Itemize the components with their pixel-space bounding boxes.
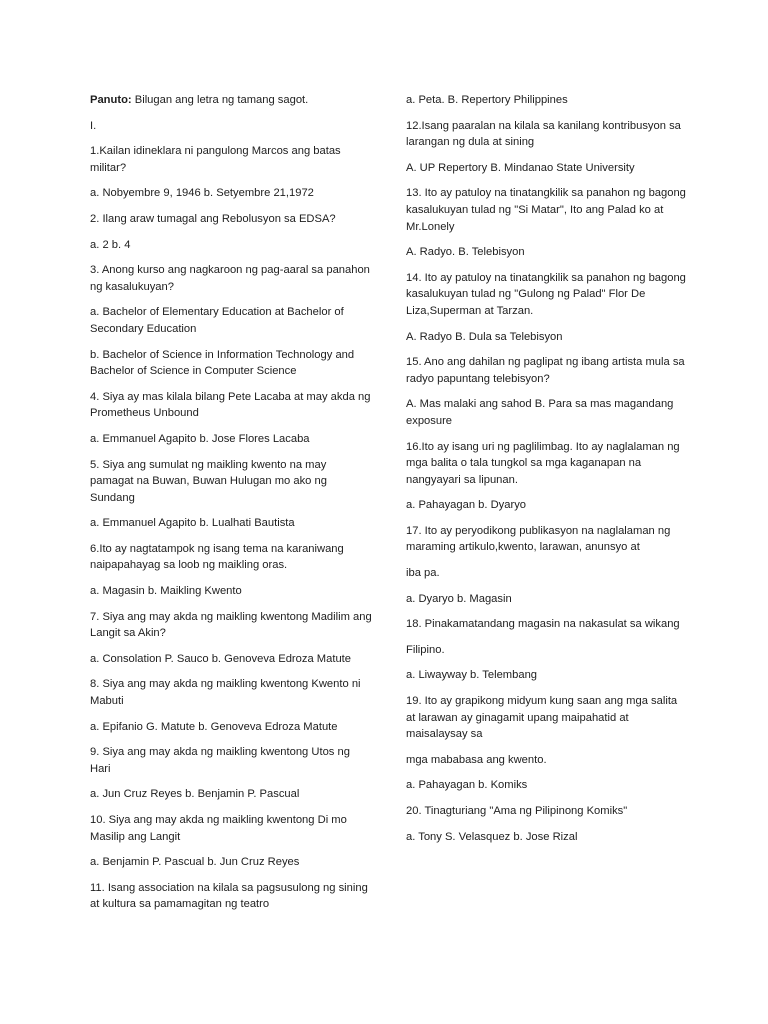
text-paragraph: iba pa.	[406, 567, 440, 580]
text-paragraph: 16.Ito ay isang uri ng paglilimbag. Ito ay naglalaman ng mga balita o tala tungkol sa mga kaganapan na nangyayari sa lipunan.	[406, 440, 680, 486]
text-paragraph: a. Emmanuel Agapito b. Lualhati Bautista	[90, 517, 295, 530]
text-paragraph: 4. Siya ay mas kilala bilang Pete Lacaba at may akda ng Prometheus Unbound	[90, 390, 371, 420]
text-paragraph: a. Pahayagan b. Dyaryo	[406, 499, 527, 512]
instructions	[90, 92, 372, 109]
text-paragraph: a. Benjamin P. Pascual b. Jun Cruz Reyes	[90, 856, 300, 869]
text-paragraph: 12.Isang paaralan na kilala sa kanilang kontribusyon sa larangan ng dula at sining	[406, 119, 681, 149]
text-paragraph: 18. Pinakamatandang magasin na nakasulat sa wikang	[406, 618, 680, 631]
text-paragraph: a. Peta. B. Repertory Philippines	[406, 94, 568, 106]
text-paragraph: a. Tony S. Velasquez b. Jose Rizal	[406, 830, 578, 843]
text-paragraph: 1.Kailan idineklara ni pangulong Marcos ang batas militar?	[90, 145, 341, 174]
text-paragraph: A. Radyo. B. Telebisyon	[406, 246, 525, 259]
text-paragraph: A. Mas malaki ang sahod B. Para sa mas magandang exposure	[406, 398, 674, 427]
instructions-text: Bilugan ang letra ng tamang sagot.	[131, 94, 309, 106]
text-paragraph: 6.Ito ay nagtatampok ng isang tema na karaniwang naipapahayag sa loob ng maikling oras.	[90, 542, 344, 572]
text-paragraph: 11. Isang association na kilala sa pagsusulong ng sining at kultura sa pamamagitan ng teatro	[90, 881, 368, 911]
text-paragraph: mga mababasa ang kwento.	[406, 753, 547, 766]
text-paragraph: a. Magasin b. Maikling Kwento	[90, 585, 242, 598]
text-paragraph: 17. Ito ay peryodikong publikasyon na naglalaman ng maraming artikulo,kwento, larawan, anunsyo at	[406, 524, 671, 554]
text-paragraph: I.	[90, 119, 97, 132]
text-paragraph: 13. Ito ay patuloy na tinatangkilik sa panahon ng bagong kasalukuyan tulad ng "Si Matar", Ito ang Palad ko at Mr.Lonely	[406, 187, 686, 233]
left-column	[90, 92, 372, 922]
right-question-list	[406, 92, 688, 845]
instructions-label: Panuto:	[90, 94, 132, 106]
text-paragraph: a. Bachelor of Elementary Education at Bachelor of Secondary Education	[90, 306, 344, 335]
text-paragraph: a. Pahayagan b. Komiks	[406, 779, 528, 792]
text-paragraph: 9. Siya ang may akda ng maikling kwentong Utos ng Hari	[90, 746, 350, 775]
text-paragraph: 7. Siya ang may akda ng maikling kwentong Madilim ang Langit sa Akin?	[90, 610, 372, 640]
text-paragraph: a. Jun Cruz Reyes b. Benjamin P. Pascual	[90, 788, 300, 801]
text-paragraph: 14. Ito ay patuloy na tinatangkilik sa panahon ng bagong kasalukuyan tulad ng "Gulong ng Palad" Flor De Liza,Superman at Tarzan.	[406, 271, 686, 317]
text-paragraph: a. Liwayway b. Telembang	[406, 669, 538, 682]
text-paragraph: 3. Anong kurso ang nagkaroon ng pag-aaral sa panahon ng kasalukuyan?	[90, 264, 370, 293]
left-question-list	[90, 118, 372, 913]
text-paragraph: a. Nobyembre 9, 1946 b. Setyembre 21,1972	[90, 187, 314, 200]
text-paragraph: a. Emmanuel Agapito b. Jose Flores Lacaba	[90, 432, 310, 445]
text-paragraph: a. Consolation P. Sauco b. Genoveva Edroza Matute	[90, 652, 351, 665]
text-paragraph: a. 2 b. 4	[90, 238, 131, 251]
text-paragraph: Filipino.	[406, 643, 445, 656]
text-paragraph: a. Dyaryo b. Magasin	[406, 592, 512, 605]
text-paragraph: A. UP Repertory B. Mindanao State University	[406, 161, 635, 174]
text-paragraph: a. Epifanio G. Matute b. Genoveva Edroza Matute	[90, 720, 338, 733]
text-paragraph: 8. Siya ang may akda ng maikling kwentong Kwento ni Mabuti	[90, 678, 361, 708]
text-paragraph: 15. Ano ang dahilan ng paglipat ng ibang artista mula sa radyo papuntang telebisyon?	[406, 356, 685, 385]
text-paragraph: 19. Ito ay grapikong midyum kung saan ang mga salita at larawan ay ginagamit upang maipahatid at maisalaysay sa	[406, 695, 678, 741]
text-paragraph: 5. Siya ang sumulat ng maikling kwento na may pamagat na Buwan, Buwan Hulugan mo ako ng Sundang	[90, 458, 327, 504]
text-paragraph: b. Bachelor of Science in Information Technology and Bachelor of Science in Computer Science	[90, 348, 355, 378]
text-paragraph: 2. Ilang araw tumagal ang Rebolusyon sa EDSA?	[90, 212, 336, 225]
text-paragraph: 10. Siya ang may akda ng maikling kwentong Di mo Masilip ang Langit	[90, 814, 347, 843]
right-column	[406, 92, 688, 854]
text-paragraph: A. Radyo B. Dula sa Telebisyon	[406, 330, 563, 343]
text-paragraph: 20. Tinagturiang "Ama ng Pilipinong Komiks"	[406, 805, 628, 817]
